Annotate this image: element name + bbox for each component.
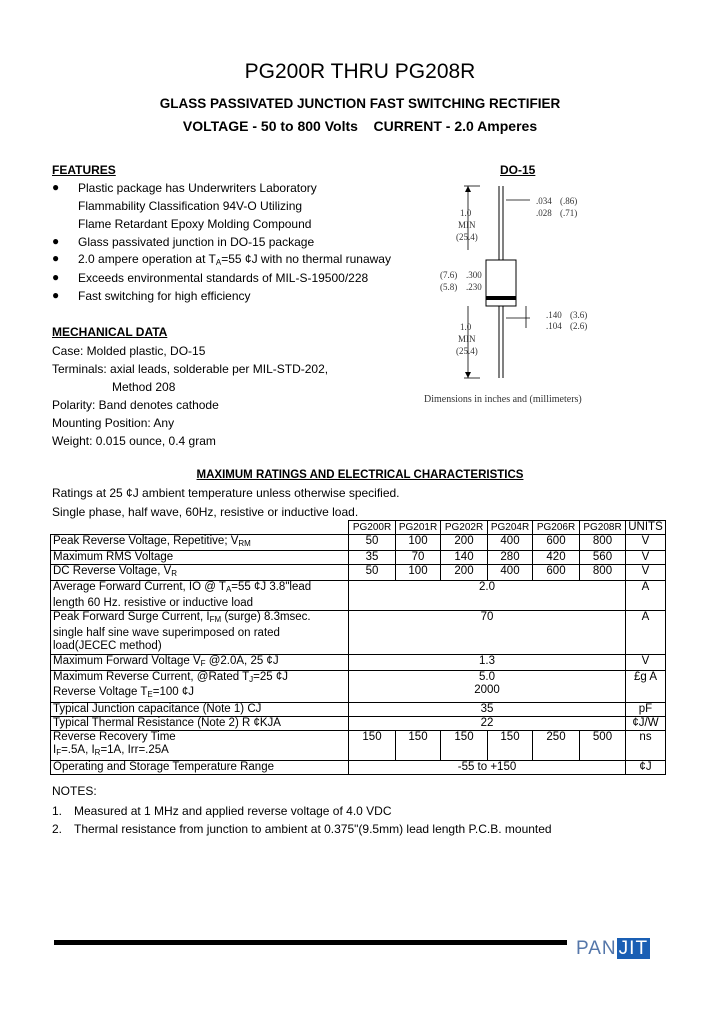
dim-dia-mm2: (2.6) bbox=[570, 321, 588, 331]
document-subtitle: GLASS PASSIVATED JUNCTION FAST SWITCHING RECTIFIER bbox=[159, 96, 561, 111]
column-header: PG202R bbox=[441, 521, 488, 535]
note-text: Measured at 1 MHz and applied reverse voltage of 4.0 VDC bbox=[74, 804, 392, 818]
row-label: Peak Reverse Voltage, Repetitive; $V_{RM}$ bbox=[51, 535, 349, 551]
table-row bbox=[51, 760, 666, 774]
dim-wire-mm2: (.71) bbox=[560, 208, 578, 218]
row-label: Typical Thermal Resistance (Note 2) R ¢KJA bbox=[51, 716, 349, 730]
table-row bbox=[51, 702, 666, 716]
table-cell: 500 bbox=[580, 730, 626, 760]
table-row bbox=[51, 535, 666, 551]
column-header: PG208R bbox=[580, 521, 626, 535]
table-cell: 250 bbox=[533, 730, 580, 760]
table-cell: 280 bbox=[488, 551, 533, 565]
column-header: PG204R bbox=[488, 521, 533, 535]
table-header-row bbox=[51, 521, 666, 535]
voltage-current-line: VOLTAGE - 50 to 800 Volts CURRENT - 2.0 Amperes bbox=[182, 118, 538, 134]
unit-cell: V bbox=[626, 654, 666, 670]
mechanical-heading: MECHANICAL DATA bbox=[52, 325, 168, 339]
table-cell: 35 bbox=[349, 702, 626, 716]
ratings-table bbox=[50, 520, 666, 775]
row-label: Average Forward Current, IO @ $T_A=55$ ¢J 3.8"lead length 60 Hz. resistive or inductive load bbox=[51, 581, 349, 611]
table-cell: 2.0 bbox=[349, 581, 626, 611]
bullet-icon: ● bbox=[52, 180, 60, 194]
table-row bbox=[51, 581, 666, 611]
column-header: UNITS bbox=[626, 521, 666, 535]
table-cell: 1.3 bbox=[349, 654, 626, 670]
table-cell: 420 bbox=[533, 551, 580, 565]
row-label: Peak Forward Surge Current, $I_{FM}$ (surge) 8.3msec. single half sine wave superimposed on rated load(JECEC method) bbox=[51, 611, 349, 655]
package-caption: Dimensions in inches and (millimeters) bbox=[424, 394, 582, 405]
table-row bbox=[51, 611, 666, 655]
note-number: 2. bbox=[52, 822, 63, 836]
dim-lead-in: 1.0 bbox=[460, 208, 472, 218]
unit-cell: V bbox=[626, 535, 666, 551]
table-cell: 800 bbox=[580, 565, 626, 581]
table-cell: 150 bbox=[441, 730, 488, 760]
table-cell: 150 bbox=[396, 730, 441, 760]
table-cell: 22 bbox=[349, 716, 626, 730]
unit-cell: £g A bbox=[626, 670, 666, 702]
bullet-icon: ● bbox=[52, 234, 60, 248]
ratings-heading: MAXIMUM RATINGS AND ELECTRICAL CHARACTERISTICS bbox=[196, 469, 524, 481]
feature-item: Plastic package has Underwriters Laboratory bbox=[78, 181, 317, 195]
table-cell: 560 bbox=[580, 551, 626, 565]
table-row bbox=[51, 654, 666, 670]
column-header: PG200R bbox=[349, 521, 396, 535]
dim-wire-in2: .028 bbox=[536, 208, 552, 218]
feature-item: 2.0 ampere operation at $T_A=55$ ¢J with no thermal runaway bbox=[78, 252, 391, 267]
unit-cell: A bbox=[626, 611, 666, 655]
dim-dia-mm1: (3.6) bbox=[570, 310, 588, 320]
feature-item: Fast switching for high efficiency bbox=[78, 289, 251, 303]
document-title: PG200R THRU PG208R bbox=[244, 60, 476, 83]
table-cell: 100 bbox=[396, 535, 441, 551]
notes-heading: NOTES: bbox=[52, 784, 97, 798]
row-label: DC Reverse Voltage, $V_R$ bbox=[51, 565, 349, 581]
table-cell: 140 bbox=[441, 551, 488, 565]
table-cell: 150 bbox=[488, 730, 533, 760]
table-cell: 600 bbox=[533, 535, 580, 551]
table-cell: -55 to +150 bbox=[349, 760, 626, 774]
dim-body-in1: .300 bbox=[466, 270, 482, 280]
row-label: Operating and Storage Temperature Range bbox=[51, 760, 349, 774]
row-label: Maximum Forward Voltage $V_F$ @2.0A, 25 ¢J bbox=[51, 654, 349, 670]
dim-lead-min: MIN bbox=[458, 220, 476, 230]
dim-lead-mm: (25.4) bbox=[456, 232, 478, 242]
table-cell: 70 bbox=[396, 551, 441, 565]
row-label: Typical Junction capacitance (Note 1) CJ bbox=[51, 702, 349, 716]
table-cell: 150 bbox=[349, 730, 396, 760]
table-cell: 200 bbox=[441, 535, 488, 551]
table-row bbox=[51, 670, 666, 702]
mech-weight: Weight: 0.015 ounce, 0.4 gram bbox=[52, 434, 216, 448]
table-cell: 400 bbox=[488, 535, 533, 551]
dim-lead2-min: MIN bbox=[458, 334, 476, 344]
dim-body-in2: .230 bbox=[466, 282, 482, 292]
unit-cell: ¢J bbox=[626, 760, 666, 774]
table-row bbox=[51, 730, 666, 760]
mech-mounting: Mounting Position: Any bbox=[52, 416, 175, 430]
mech-case: Case: Molded plastic, DO-15 bbox=[52, 344, 206, 358]
table-cell: 100 bbox=[396, 565, 441, 581]
table-cell: 35 bbox=[349, 551, 396, 565]
feature-item: Flammability Classification 94V-O Utilizing bbox=[78, 199, 303, 213]
table-cell: 800 bbox=[580, 535, 626, 551]
row-label: Maximum Reverse Current, @Rated $T_J=25$ ¢J Reverse Voltage $T_E=100$ ¢J bbox=[51, 670, 349, 702]
table-cell: 5.0 2000 bbox=[349, 670, 626, 702]
table-cell: 400 bbox=[488, 565, 533, 581]
brand-logo: PAN JIT bbox=[576, 938, 649, 959]
table-row bbox=[51, 551, 666, 565]
features-heading: FEATURES bbox=[52, 163, 116, 177]
table-row bbox=[51, 716, 666, 730]
unit-cell: V bbox=[626, 551, 666, 565]
feature-item: Glass passivated junction in DO-15 package bbox=[78, 235, 315, 249]
mech-polarity: Polarity: Band denotes cathode bbox=[52, 398, 219, 412]
column-header: PG206R bbox=[533, 521, 580, 535]
table-row bbox=[51, 565, 666, 581]
footer-rule bbox=[54, 940, 567, 945]
bullet-icon: ● bbox=[52, 288, 60, 302]
unit-cell: ns bbox=[626, 730, 666, 760]
feature-item: Exceeds environmental standards of MIL-S-19500/228 bbox=[78, 271, 369, 285]
feature-item: Flame Retardant Epoxy Molding Compound bbox=[78, 217, 312, 231]
dim-dia-in2: .104 bbox=[546, 321, 562, 331]
dim-wire-mm1: (.86) bbox=[560, 196, 578, 206]
column-header: PG201R bbox=[396, 521, 441, 535]
note-number: 1. bbox=[52, 804, 63, 818]
table-cell: 50 bbox=[349, 565, 396, 581]
ratings-note-load: Single phase, half wave, 60Hz, resistive or inductive load. bbox=[52, 505, 359, 519]
note-text: Thermal resistance from junction to ambient at 0.375"(9.5mm) lead length P.C.B. mounted bbox=[74, 822, 552, 836]
dim-body-mm2: (5.8) bbox=[440, 282, 458, 292]
unit-cell: A bbox=[626, 581, 666, 611]
mech-terminals: Terminals: axial leads, solderable per MIL-STD-202, bbox=[52, 362, 329, 376]
table-cell: 50 bbox=[349, 535, 396, 551]
bullet-icon: ● bbox=[52, 251, 60, 265]
ratings-note-ambient: Ratings at 25 ¢J ambient temperature unless otherwise specified. bbox=[52, 486, 400, 500]
package-name: DO-15 bbox=[500, 163, 536, 177]
mech-method: Method 208 bbox=[112, 380, 176, 394]
dim-body-mm1: (7.6) bbox=[440, 270, 458, 280]
dim-wire-in1: .034 bbox=[536, 196, 552, 206]
dim-lead2-mm: (25.4) bbox=[456, 346, 478, 356]
dim-lead2-in: 1.0 bbox=[460, 322, 472, 332]
row-label: Reverse Recovery Time $I_F=.5A$, $I_R=1A$, Irr=.25A bbox=[51, 730, 349, 760]
dim-dia-in1: .140 bbox=[546, 310, 562, 320]
table-cell: 200 bbox=[441, 565, 488, 581]
unit-cell: pF bbox=[626, 702, 666, 716]
unit-cell: ¢J/W bbox=[626, 716, 666, 730]
row-label: Maximum RMS Voltage bbox=[51, 551, 349, 565]
bullet-icon: ● bbox=[52, 270, 60, 284]
table-cell: 70 bbox=[349, 611, 626, 655]
table-cell: 600 bbox=[533, 565, 580, 581]
unit-cell: V bbox=[626, 565, 666, 581]
